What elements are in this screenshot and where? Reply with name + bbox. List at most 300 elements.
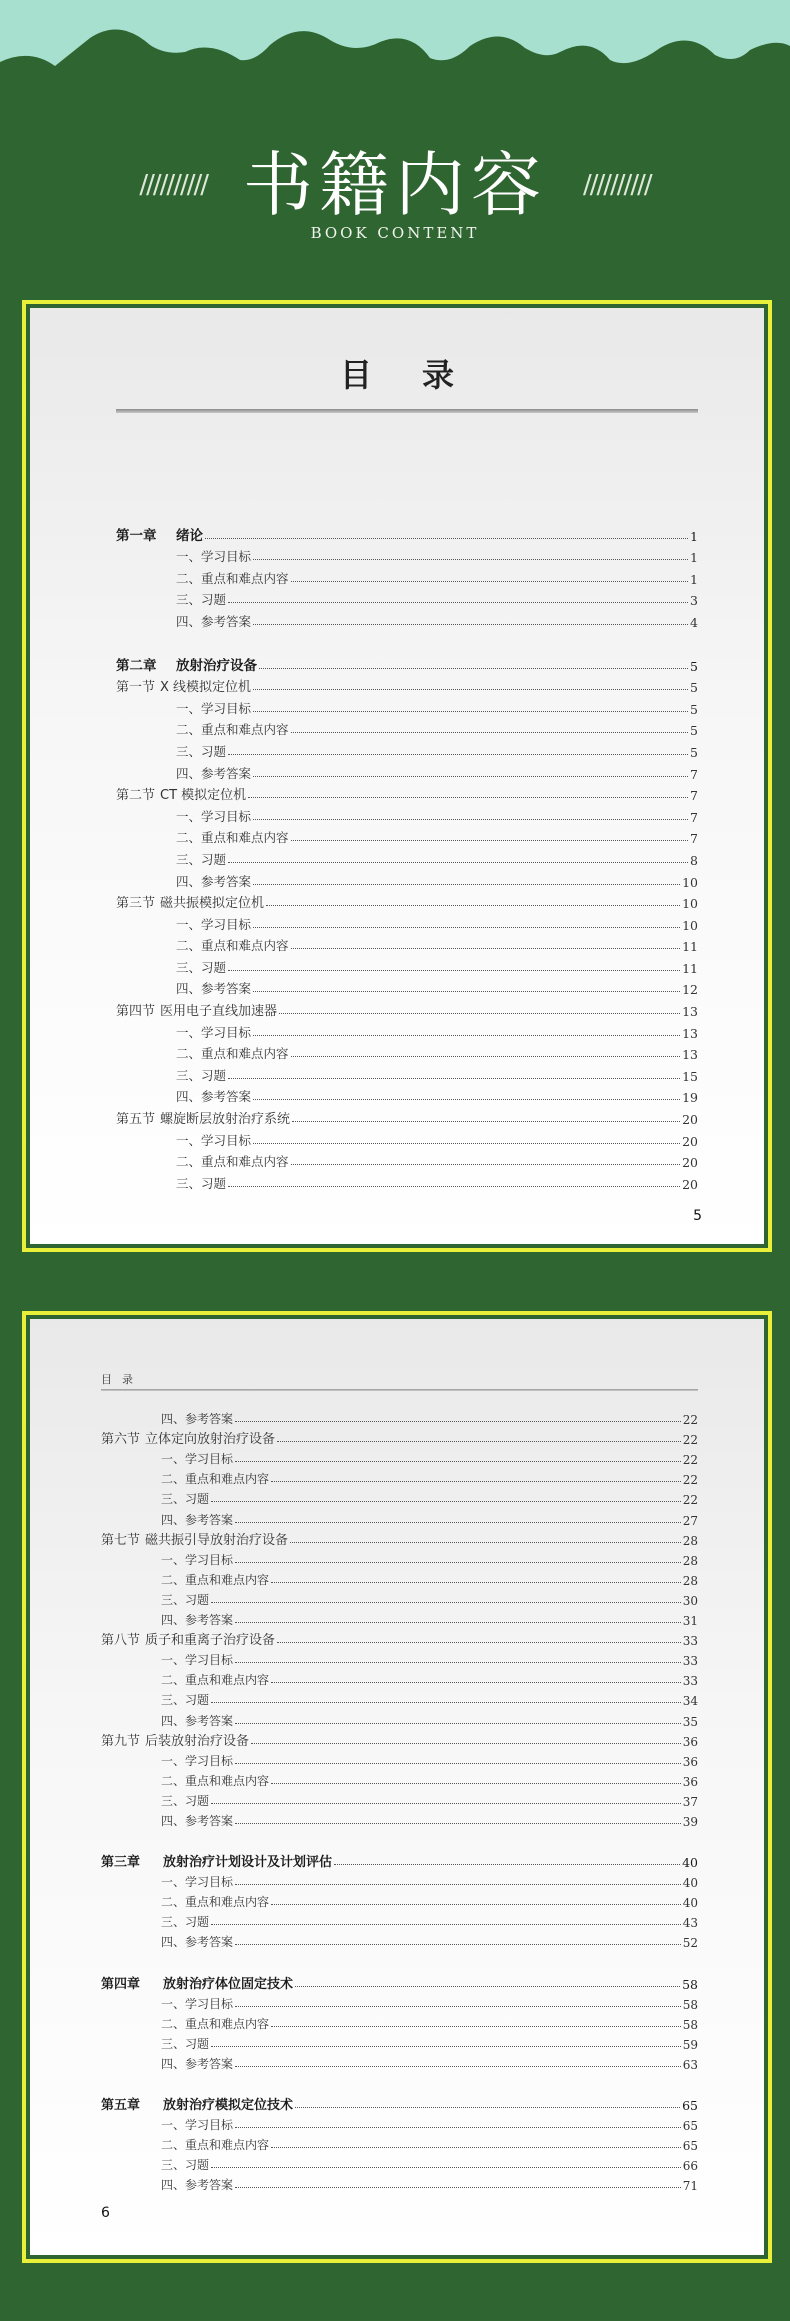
toc-entry-title: 一、学习目标: [176, 916, 252, 932]
toc-entry-page: 22: [682, 1473, 698, 1488]
dot-leader: [211, 1501, 681, 1502]
dot-leader: [235, 1522, 681, 1523]
toc-entry-label: [101, 2116, 233, 2133]
toc-entry-number: 第一章: [116, 527, 157, 544]
toc-sub-entry[interactable]: [116, 587, 698, 609]
toc-sub-entry[interactable]: [101, 2113, 698, 2133]
toc-entry-title: 二、重点和难点内容: [161, 2016, 270, 2031]
toc-entry-label: [101, 1973, 293, 1992]
toc-entry-title: 二、重点和难点内容: [161, 1572, 270, 1587]
dot-leader: [235, 1421, 681, 1422]
toc-entry-title: 二、重点和难点内容: [176, 1154, 289, 1170]
toc-section-entry[interactable]: [101, 1427, 698, 1447]
toc-entry-page: 7: [690, 766, 698, 782]
toc-entry-label: [101, 2035, 209, 2052]
toc-entry-label: [116, 569, 289, 587]
toc-chapter-entry[interactable]: [116, 652, 698, 674]
toc-chapter-entry[interactable]: [116, 522, 698, 544]
toc-entry-number: 第四节: [116, 1004, 156, 1020]
toc-entry-title: 一、学习目标: [161, 1875, 234, 1890]
toc-entry-title: 四、参考答案: [161, 1512, 234, 1527]
toc-entry-title: 磁共振模拟定位机: [160, 896, 265, 912]
toc-entry-number: 第三章: [101, 1855, 141, 1871]
toc-entry-label: [116, 1000, 277, 1019]
toc-entry-label: [116, 1108, 290, 1127]
toc-entry-title: 三、习题: [176, 592, 227, 608]
toc-entry-title: 三、习题: [161, 1693, 210, 1708]
toc-sub-entry[interactable]: [101, 1749, 698, 1769]
toc-entry-number: 第五章: [101, 2098, 141, 2113]
toc-entry-label: [116, 1174, 226, 1192]
toc-entry-label: [116, 764, 251, 782]
toc-entry-title: 后装放射治疗设备: [145, 1733, 250, 1749]
toc-entry-number: 第一节: [116, 680, 156, 696]
toc-entry-page: 3: [690, 593, 698, 609]
toc-entry-label: [101, 1470, 269, 1487]
dot-leader: [235, 1723, 681, 1724]
toc-entry-label: [116, 547, 251, 565]
dot-leader: [235, 2187, 681, 2188]
dot-leader: [253, 1099, 680, 1100]
toc-entry-label: [101, 1511, 233, 1528]
toc-entry-label: [101, 1851, 332, 1870]
toc-entry-title: 四、参考答案: [161, 1613, 234, 1628]
toc-sub-entry[interactable]: [116, 608, 698, 630]
toc-entry-label: [101, 1551, 233, 1568]
toc-sub-entry[interactable]: [101, 1407, 698, 1427]
dot-leader: [259, 668, 688, 669]
toc-entry-label: [101, 1792, 209, 1809]
toc-entry-label: [116, 828, 289, 846]
toc-sub-entry[interactable]: [116, 868, 698, 890]
toc-sub-entry[interactable]: [116, 1062, 698, 1084]
toc-entry-title: X 线模拟定位机: [160, 680, 252, 696]
toc-sub-entry[interactable]: [101, 1668, 698, 1688]
toc-entry-title: 二、重点和难点内容: [176, 830, 289, 846]
toc-entry-title: 二、重点和难点内容: [161, 2138, 270, 2153]
toc-entry-label: [116, 958, 226, 976]
toc-sub-entry[interactable]: [116, 717, 698, 739]
dot-leader: [211, 2046, 681, 2047]
toc-entry-page: 7: [690, 809, 698, 825]
toc-chapter-entry[interactable]: [101, 1971, 698, 1991]
dot-leader: [228, 862, 688, 863]
toc-entry-page: 13: [682, 1047, 698, 1063]
toc-entry-title: 一、学习目标: [161, 1452, 234, 1467]
dot-leader: [235, 2006, 681, 2007]
toc-entry-title: 一、学习目标: [176, 808, 252, 824]
toc-section-entry[interactable]: [116, 782, 698, 804]
toc-entry-label: [101, 1730, 249, 1749]
toc-sub-entry[interactable]: [116, 803, 698, 825]
toc-entry-title: 二、重点和难点内容: [176, 570, 289, 586]
toc-entry-title: 二、重点和难点内容: [176, 722, 289, 738]
toc-section-entry[interactable]: [101, 1628, 698, 1648]
toc-entry-page: 7: [690, 788, 698, 804]
toc-entry-page: 39: [682, 1814, 698, 1829]
dot-leader: [235, 2066, 681, 2067]
dot-leader: [235, 1562, 681, 1563]
toc-chapter-entry[interactable]: [101, 2093, 698, 2113]
toc-entry-label: [116, 1066, 226, 1084]
toc-entry-label: [116, 612, 251, 630]
dot-leader: [253, 689, 688, 690]
toc-sub-entry[interactable]: [101, 1588, 698, 1608]
toc-sub-entry[interactable]: [101, 1648, 698, 1668]
toc-entry-page: 22: [682, 1493, 698, 1508]
toc-entry-page: 15: [682, 1068, 698, 1084]
toc-sub-entry[interactable]: [116, 565, 698, 587]
toc-entry-page: 28: [682, 1573, 698, 1588]
toc-sub-entry[interactable]: [116, 825, 698, 847]
dot-leader: [211, 1924, 681, 1925]
toc-entry-page: 33: [682, 1634, 698, 1649]
toc-entry-page: 58: [682, 1997, 698, 2012]
toc-entry-label: [101, 1772, 269, 1789]
toc-entry-page: 5: [690, 723, 698, 739]
dot-leader: [292, 1121, 680, 1122]
toc-entry-label: [116, 676, 251, 695]
toc-entry-title: 三、习题: [161, 2158, 210, 2173]
toc-chapter-entry[interactable]: [101, 1850, 698, 1870]
toc-entry-label: [101, 1490, 209, 1507]
toc-entry-title: 四、参考答案: [176, 981, 252, 997]
dot-leader: [295, 1986, 680, 1987]
toc-entry-title: 三、习题: [176, 959, 227, 975]
toc-entry-title: 立体定向放射治疗设备: [145, 1432, 276, 1448]
toc-entry-page: 20: [682, 1155, 698, 1171]
scalloped-sky-decoration: [0, 0, 790, 90]
toc-sub-entry[interactable]: [101, 1890, 698, 1910]
toc-page-2: [22, 1311, 772, 2263]
toc-sub-entry[interactable]: [116, 954, 698, 976]
toc-entry-title: 三、习题: [176, 1067, 227, 1083]
dot-leader: [291, 732, 689, 733]
toc-page-1: [22, 300, 772, 1252]
toc-entry-title: 二、重点和难点内容: [176, 1046, 289, 1062]
toc-entry-title: 四、参考答案: [176, 613, 252, 629]
toc-entry-label: [116, 654, 257, 674]
toc-sub-entry[interactable]: [101, 1910, 698, 1930]
toc-entry-page: 5: [690, 680, 698, 696]
toc-entry-number: 第六节: [101, 1432, 141, 1448]
toc-entry-page: 1: [690, 528, 698, 544]
toc-entry-page: 10: [682, 917, 698, 933]
toc-sub-entry[interactable]: [116, 544, 698, 566]
toc-list: [116, 522, 698, 1192]
toc-entry-page: 33: [682, 1674, 698, 1689]
toc-entry-title: 一、学习目标: [161, 1653, 234, 1668]
toc-entry-label: [116, 590, 226, 608]
toc-entry-page: 13: [682, 1004, 698, 1020]
toc-entry-page: 5: [690, 658, 698, 674]
toc-sub-entry[interactable]: [116, 933, 698, 955]
toc-entry-page: 20: [682, 1133, 698, 1149]
running-head-rule: [101, 1389, 698, 1391]
toc-entry-label: [101, 1893, 269, 1910]
toc-sub-entry[interactable]: [116, 846, 698, 868]
dot-leader: [271, 1783, 681, 1784]
toc-sub-entry[interactable]: [101, 1548, 698, 1568]
toc-sub-entry[interactable]: [101, 1809, 698, 1829]
toc-sub-entry[interactable]: [116, 738, 698, 760]
toc-entry-title: 一、学习目标: [161, 1552, 234, 1567]
dot-leader: [253, 711, 688, 712]
toc-entry-page: 66: [682, 2159, 698, 2174]
toc-entry-title: 二、重点和难点内容: [161, 1472, 270, 1487]
toc-sub-entry[interactable]: [101, 2153, 698, 2173]
toc-entry-page: 65: [682, 2098, 698, 2113]
toc-sub-entry[interactable]: [101, 2012, 698, 2032]
toc-entry-title: 一、学习目标: [161, 1753, 234, 1768]
toc-entry-title: 三、习题: [161, 2036, 210, 2051]
toc-entry-label: [101, 1410, 233, 1427]
toc-entry-page: 20: [682, 1176, 698, 1192]
toc-entry-page: 19: [682, 1090, 698, 1106]
toc-entry-page: 20: [682, 1112, 698, 1128]
toc-sub-entry[interactable]: [116, 1019, 698, 1041]
toc-sub-entry[interactable]: [101, 1930, 698, 1950]
dot-leader: [266, 905, 680, 906]
toc-entry-title: 三、习题: [176, 1175, 227, 1191]
toc-sub-entry[interactable]: [116, 760, 698, 782]
toc-entry-page: 43: [682, 1916, 698, 1931]
dot-leader: [277, 1642, 681, 1643]
toc-entry-title: 二、重点和难点内容: [161, 1673, 270, 1688]
toc-entry-label: [101, 1933, 233, 1950]
dot-leader: [253, 1143, 680, 1144]
toc-sub-entry[interactable]: [101, 1608, 698, 1628]
toc-sub-entry[interactable]: [116, 976, 698, 998]
book-content-header: [0, 144, 790, 242]
dot-leader: [291, 948, 681, 949]
toc-entry-page: 10: [682, 896, 698, 912]
toc-entry-page: 22: [682, 1413, 698, 1428]
dot-leader: [205, 538, 688, 539]
toc-entry-label: [101, 2176, 233, 2193]
toc-entry-title: 放射治疗设备: [176, 657, 257, 674]
toc-entry-page: 58: [682, 1976, 698, 1992]
toc-entry-label: [101, 1752, 233, 1769]
dot-leader: [228, 1186, 680, 1187]
toc-sub-entry[interactable]: [101, 2133, 698, 2153]
toc-entry-title: 绪论: [176, 527, 203, 544]
toc-entry-title: 一、学习目标: [176, 1132, 252, 1148]
toc-page-title: 目录: [339, 356, 504, 394]
toc-entry-title: 四、参考答案: [176, 765, 252, 781]
toc-section-entry[interactable]: [101, 1528, 698, 1548]
toc-entry-label: [101, 2156, 209, 2173]
toc-entry-label: [101, 1629, 275, 1648]
toc-entry-title: 一、学习目标: [176, 549, 252, 565]
toc-entry-page: 36: [682, 1734, 698, 1749]
toc-entry-title: 三、习题: [161, 1592, 210, 1607]
toc-entry-page: 5: [690, 744, 698, 760]
toc-entry-title: 医用电子直线加速器: [160, 1004, 278, 1020]
dot-leader: [253, 991, 680, 992]
toc-entry-title: 四、参考答案: [161, 2056, 234, 2071]
left-slash-ornament: //////////: [139, 170, 207, 200]
toc-entry-title: 三、习题: [161, 1793, 210, 1808]
toc-sub-entry[interactable]: [101, 1467, 698, 1487]
toc-entry-title: 螺旋断层放射治疗系统: [160, 1112, 291, 1128]
toc-sub-entry[interactable]: [101, 2052, 698, 2072]
toc-entry-title: 四、参考答案: [161, 1813, 234, 1828]
dot-leader: [211, 1702, 681, 1703]
dot-leader: [295, 2107, 680, 2108]
toc-entry-title: 四、参考答案: [161, 2178, 234, 2193]
toc-entry-label: [101, 1529, 288, 1548]
dot-leader: [253, 776, 688, 777]
toc-sub-entry[interactable]: [116, 911, 698, 933]
dot-leader: [253, 819, 688, 820]
toc-entry-title: 三、习题: [161, 1492, 210, 1507]
toc-entry-page: 28: [682, 1533, 698, 1548]
toc-sub-entry[interactable]: [101, 1789, 698, 1809]
toc-entry-label: [101, 1591, 209, 1608]
toc-entry-label: [116, 784, 246, 803]
dot-leader: [271, 2147, 681, 2148]
toc-entry-label: [101, 1671, 269, 1688]
toc-entry-label: [116, 807, 251, 825]
header-subtitle: BOOK CONTENT: [310, 224, 480, 242]
toc-gap: [101, 1829, 698, 1850]
dot-leader: [291, 1056, 681, 1057]
toc-entry-page: 11: [682, 960, 698, 976]
toc-entry-number: 第二节: [116, 788, 156, 804]
toc-entry-label: [101, 1873, 233, 1890]
header-title: 书籍内容: [243, 144, 547, 226]
toc-entry-page: 10: [682, 874, 698, 890]
toc-entry-label: [101, 1428, 275, 1447]
toc-entry-page: 35: [682, 1714, 698, 1729]
dot-leader: [253, 1035, 680, 1036]
toc-entry-page: 65: [682, 2119, 698, 2134]
toc-sub-entry[interactable]: [116, 1170, 698, 1192]
toc-entry-page: 22: [682, 1433, 698, 1448]
toc-entry-page: 13: [682, 1025, 698, 1041]
toc-entry-label: [101, 2015, 269, 2032]
toc-sub-entry[interactable]: [101, 1447, 698, 1467]
toc-entry-title: CT 模拟定位机: [160, 788, 247, 804]
toc-entry-page: 36: [682, 1774, 698, 1789]
toc-sub-entry[interactable]: [116, 1084, 698, 1106]
toc-entry-title: 一、学习目标: [161, 2118, 234, 2133]
dot-leader: [235, 1884, 681, 1885]
dot-leader: [235, 1763, 681, 1764]
right-slash-ornament: //////////: [583, 170, 651, 200]
toc-entry-label: [101, 1812, 233, 1829]
toc-sub-entry[interactable]: [101, 1487, 698, 1507]
toc-entry-label: [101, 1995, 233, 2012]
dot-leader: [228, 602, 688, 603]
toc-entry-label: [116, 1087, 251, 1105]
dot-leader: [235, 1622, 681, 1623]
toc-sub-entry[interactable]: [101, 2173, 698, 2193]
toc-sub-entry[interactable]: [116, 1041, 698, 1063]
toc-entry-label: [101, 1611, 233, 1628]
page-number: 6: [101, 2205, 110, 2221]
dot-leader: [271, 2026, 681, 2027]
toc-section-entry[interactable]: [116, 997, 698, 1019]
toc-entry-page: 59: [682, 2037, 698, 2052]
toc-sub-entry[interactable]: [101, 2032, 698, 2052]
toc-entry-page: 8: [690, 852, 698, 868]
toc-sub-entry[interactable]: [101, 1507, 698, 1527]
toc-entry-title: 二、重点和难点内容: [161, 1895, 270, 1910]
toc-sub-entry[interactable]: [116, 1149, 698, 1171]
toc-entry-title: 二、重点和难点内容: [161, 1773, 270, 1788]
toc-section-entry[interactable]: [116, 890, 698, 912]
toc-entry-label: [116, 1152, 289, 1170]
dot-leader: [251, 1743, 681, 1744]
toc-entry-page: 1: [690, 571, 698, 587]
dot-leader: [291, 840, 689, 841]
dot-leader: [248, 797, 688, 798]
toc-entry-label: [101, 1691, 209, 1708]
toc-entry-title: 二、重点和难点内容: [176, 938, 289, 954]
toc-sub-entry[interactable]: [101, 1688, 698, 1708]
toc-entry-title: 三、习题: [176, 851, 227, 867]
toc-entry-label: [101, 2094, 293, 2113]
toc-sub-entry[interactable]: [101, 1708, 698, 1728]
toc-entry-label: [101, 1651, 233, 1668]
toc-entry-title: 三、习题: [161, 1915, 210, 1930]
toc-entry-title: 四、参考答案: [161, 1713, 234, 1728]
toc-sub-entry[interactable]: [101, 1992, 698, 2012]
dot-leader: [277, 1441, 681, 1442]
toc-section-entry[interactable]: [101, 1729, 698, 1749]
dot-leader: [211, 2167, 681, 2168]
toc-sub-entry[interactable]: [101, 1769, 698, 1789]
toc-entry-page: 28: [682, 1553, 698, 1568]
toc-entry-page: 34: [682, 1694, 698, 1709]
toc-sub-entry[interactable]: [116, 695, 698, 717]
toc-section-entry[interactable]: [116, 1105, 698, 1127]
toc-entry-label: [116, 524, 203, 544]
toc-entry-label: [116, 699, 251, 717]
toc-entry-title: 放射治疗模拟定位技术: [163, 2098, 294, 2113]
toc-entry-page: 63: [682, 2057, 698, 2072]
toc-entry-number: 第三节: [116, 896, 156, 912]
toc-list: [101, 1407, 698, 2193]
title-rule: [116, 409, 698, 413]
dot-leader: [235, 2127, 681, 2128]
toc-entry-label: [101, 1450, 233, 1467]
toc-section-entry[interactable]: [116, 674, 698, 696]
toc-entry-page: 4: [690, 614, 698, 630]
dot-leader: [253, 927, 680, 928]
page-number: 5: [693, 1208, 702, 1224]
toc-sub-entry[interactable]: [101, 1870, 698, 1890]
toc-entry-title: 磁共振引导放射治疗设备: [145, 1532, 289, 1548]
dot-leader: [228, 754, 688, 755]
toc-entry-page: 22: [682, 1453, 698, 1468]
toc-entry-label: [101, 1712, 233, 1729]
toc-entry-page: 40: [682, 1855, 698, 1871]
toc-entry-page: 65: [682, 2139, 698, 2154]
dot-leader: [279, 1013, 680, 1014]
dot-leader: [235, 1823, 681, 1824]
dot-leader: [291, 581, 689, 582]
toc-sub-entry[interactable]: [116, 1127, 698, 1149]
toc-entry-number: 第七节: [101, 1532, 141, 1548]
toc-sub-entry[interactable]: [101, 1568, 698, 1588]
toc-entry-label: [101, 1913, 209, 1930]
toc-entry-title: 放射治疗计划设计及计划评估: [163, 1855, 333, 1871]
toc-entry-page: 1: [690, 550, 698, 566]
dot-leader: [334, 1864, 680, 1865]
